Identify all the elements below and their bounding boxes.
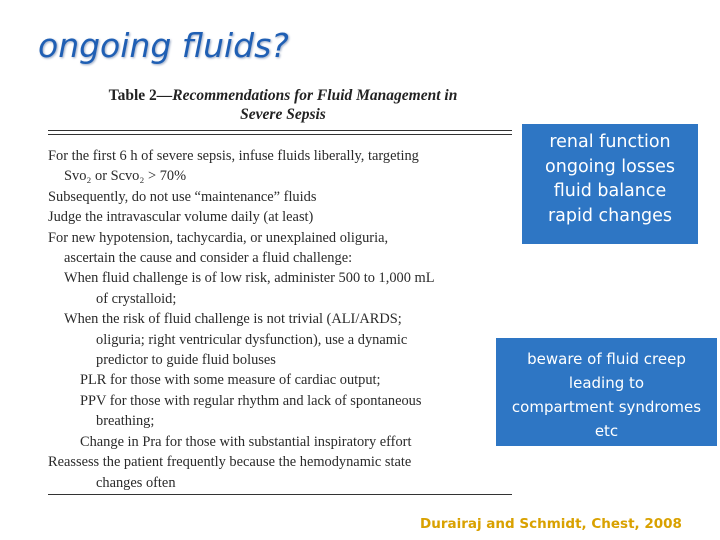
table-line: oliguria; right ventricular dysfunction), use a dynamic [96, 331, 408, 348]
callout-line: rapid changes [547, 205, 673, 226]
callout-line: renal function [549, 132, 671, 152]
table-line: Svo₂ or Scvo₂ > 70% [64, 168, 187, 185]
table-line: For new hypotension, tachycardia, or unexplained oliguria, [48, 229, 389, 246]
callout-line: ongoing losses [545, 156, 675, 177]
table-line: of crystalloid; [96, 290, 177, 307]
table-line: Change in Pra for those with substantial inspiratory effort [80, 433, 412, 450]
table-line: Judge the intravascular volume daily (at least) [48, 209, 314, 226]
slide-title: ongoing fluids? [38, 26, 289, 65]
table-line: predictor to guide fluid boluses [96, 352, 276, 369]
renal-callout-box [522, 124, 698, 244]
table-body [48, 146, 518, 493]
table-line: PPV for those with regular rhythm and lack of spontaneous [80, 392, 422, 409]
callout-line: beware of fluid creep [527, 350, 686, 368]
table-line: For the first 6 h of severe sepsis, infuse fluids liberally, targeting [48, 148, 419, 164]
callout-line: fluid balance [553, 181, 667, 201]
table-line: changes often [96, 474, 176, 491]
table-line: Reassess the patient frequently because the hemodynamic state [48, 454, 412, 471]
table-line: When fluid challenge is of low risk, administer 500 to 1,000 mL [64, 270, 435, 287]
table-bottom-rule [48, 494, 512, 495]
table-caption-line1: —Recommendations for Fluid Management in [156, 87, 458, 104]
table-line: ascertain the cause and consider a fluid challenge: [64, 250, 353, 267]
fluid-creep-callout-box [496, 338, 717, 446]
table-heading [48, 86, 518, 124]
table-caption-line2: Severe Sepsis [240, 106, 326, 123]
callout-line: compartment syndromes [511, 398, 702, 416]
table-line: breathing; [96, 413, 155, 430]
table-top-rule-double [48, 134, 512, 135]
citation: Durairaj and Schmidt, Chest, 2008 [420, 516, 682, 532]
callout-line: leading to [568, 374, 645, 392]
callout-line: etc [594, 422, 619, 440]
table-line: PLR for those with some measure of cardiac output; [80, 372, 381, 389]
table-label: Table 2 [108, 87, 157, 104]
table-line: When the risk of fluid challenge is not trivial (ALI/ARDS; [64, 311, 402, 328]
table-line: Subsequently, do not use “maintenance” fluids [48, 188, 317, 205]
table-top-rule [48, 130, 512, 131]
